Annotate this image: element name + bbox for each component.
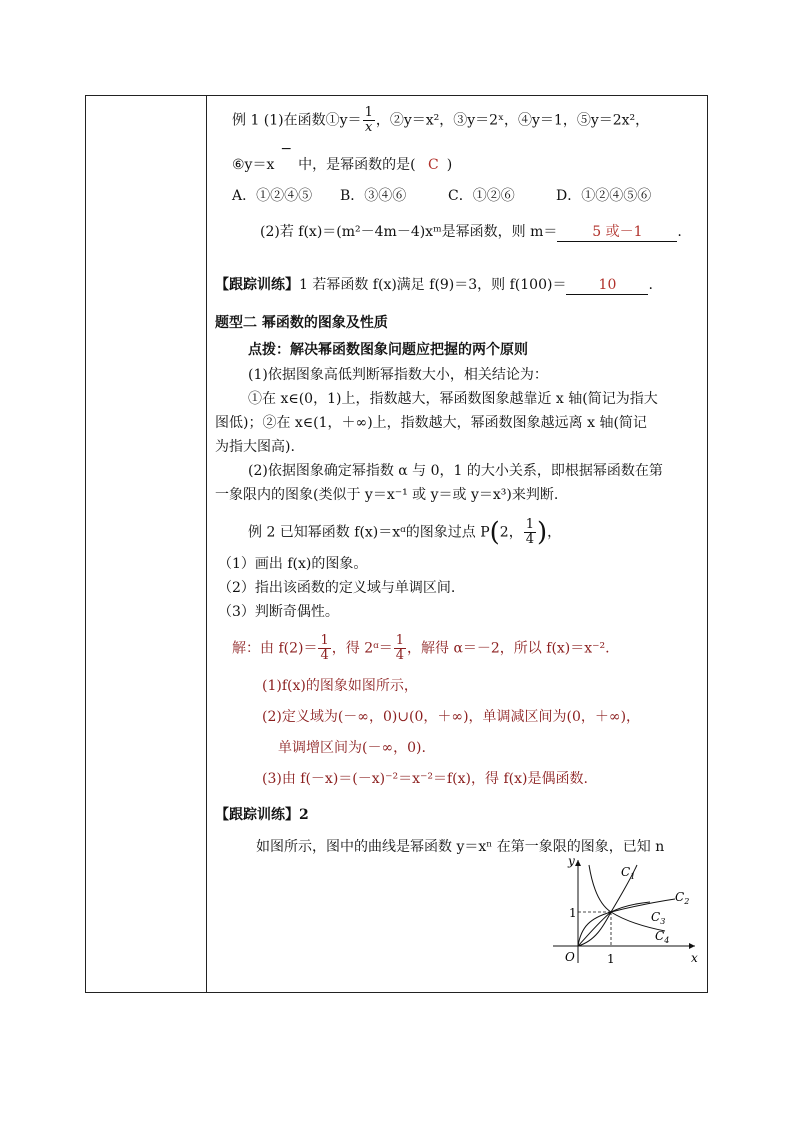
ex1-line1: [232, 106, 649, 135]
ex1-part2-text: (2)若 f(x)＝(m²－4m－4)xᵐ是幂函数，则 m＝: [260, 224, 558, 240]
y-axis-arrow: [575, 860, 581, 866]
paragraph-2c: 为指大图高).: [215, 439, 295, 455]
paragraph-3b: 一象限内的图象(类似于 y＝x⁻¹ 或 y＝或 y＝x³)来判断.: [215, 487, 559, 503]
paragraph-1: (1)依据图象高低判断幂指数大小，相关结论为：: [248, 367, 548, 383]
question-2: （2）指出该函数的定义域与单调区间.: [218, 580, 456, 596]
solution-text-b: ，得 2ᵅ＝: [331, 640, 393, 657]
period: .: [677, 224, 682, 240]
track2-label: 【跟踪训练】2: [215, 807, 309, 823]
question-3: （3）判断奇偶性。: [218, 604, 339, 620]
power-function-graph: [545, 855, 705, 965]
period: .: [648, 277, 653, 293]
solution-text-c: ，解得 α＝－2，所以 f(x)＝x⁻².: [407, 640, 610, 657]
option-b: B．③④⑥: [340, 188, 407, 204]
ex1-text-rest: ，②y＝x²，③y＝2ˣ，④y＝1，⑤y＝2x²，: [375, 112, 650, 129]
solution-1: (1)f(x)的图象如图所示，: [262, 678, 418, 694]
track1-label: 【跟踪训练】: [215, 277, 299, 293]
solution-2: (2)定义域为(－∞，0)∪(0，＋∞)，单调减区间为(0，＋∞)，: [262, 709, 641, 725]
label-c1: $C_1$: [621, 865, 636, 881]
solution-fraction-1: $\frac{1}{4}$: [320, 633, 329, 663]
option-c: C．①②⑥: [448, 188, 515, 204]
x-axis-arrow: [689, 943, 695, 949]
option-a: A．①②④⑤: [232, 188, 313, 204]
point-x: 2，: [499, 524, 523, 541]
label-c2: $C_2$: [675, 890, 690, 906]
origin-label: O: [565, 950, 575, 964]
answer-m: 5 或－1: [557, 223, 677, 242]
x-label: x: [691, 951, 698, 965]
paragraph-3a: (2)依据图象确定幂指数 α 与 0，1 的大小关系，即根据幂函数在第: [248, 463, 663, 479]
y-label: y: [568, 855, 575, 868]
answer-c: C: [428, 157, 439, 173]
point-fraction: $\frac{1}{4}$: [525, 517, 534, 547]
ex1-item6: ⑥y＝x: [232, 157, 275, 173]
track2-text: 如图所示，图中的曲线是幂函数 y＝xⁿ 在第一象限的图象，已知 n: [256, 839, 665, 855]
track1-text: 1 若幂函数 f(x)满足 f(9)＝3，则 f(100)＝: [299, 277, 567, 293]
track1-answer: 10: [566, 276, 648, 295]
tip-heading: 点拨：解决幂函数图象问题应把握的两个原则: [248, 342, 528, 358]
ex2-stem-text: 例 2 已知幂函数 f(x)＝xᵅ的图象过点 P: [248, 524, 490, 541]
ex1-options: [232, 187, 651, 205]
solution-3: (3)由 f(－x)＝(－x)⁻²＝x⁻²＝f(x)，得 f(x)是偶函数.: [262, 771, 588, 787]
close-paren: ): [446, 157, 453, 173]
paragraph-2a: ①在 x∈(0，1)上，指数越大，幂函数图象越靠近 x 轴(简记为指大: [248, 391, 658, 407]
ex2-stem: 例 2 已知幂函数 f(x)＝xᵅ的图象过点 P(2， $\frac{1}{4}$ )，: [248, 517, 562, 548]
track1: [215, 276, 653, 295]
solution-fraction-2: $\frac{1}{4}$: [395, 633, 404, 663]
fraction: $\frac{1}{x}$: [364, 105, 373, 135]
column-divider: [206, 95, 207, 993]
tick-y-1: 1: [569, 906, 577, 920]
section-title: 题型二 幂函数的图象及性质: [215, 315, 388, 331]
ex1-part2: [260, 223, 682, 242]
question-1: （1）画出 f(x)的图象。: [218, 556, 368, 572]
ex1-text: 例 1 (1)在函数①y＝: [232, 112, 362, 129]
ex1-question: 中，是幂函数的是(: [298, 157, 416, 173]
solution-line: [232, 634, 610, 663]
label-c4: $C_4$: [655, 929, 670, 945]
label-c3: $C_3$: [651, 910, 666, 926]
comma: ，: [547, 524, 562, 541]
tick-x-1: 1: [607, 952, 615, 965]
solution-2b: 单调增区间为(－∞，0).: [278, 740, 426, 756]
option-d: D．①②④⑤⑥: [556, 188, 652, 204]
paragraph-2b: 图低)；②在 x∈(1，＋∞)上，指数越大，幂函数图象越远离 x 轴(简记: [215, 415, 647, 431]
solution-text-a: 解：由 f(2)＝: [232, 640, 318, 657]
ex1-line2: ⑥y＝x−中，是幂函数的是( C ): [232, 141, 453, 173]
